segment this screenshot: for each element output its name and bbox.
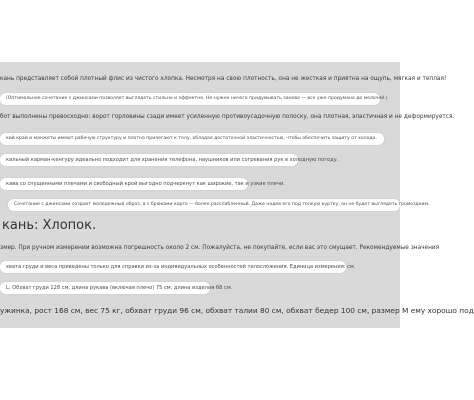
text-line: змер. При ручном измерении возможна погрешность около 2 см. Пожалуйста, не покупайте, если вас это смущает. Рекомендуемые значения <box>0 245 440 251</box>
bottom-band <box>0 303 474 328</box>
section-heading: кань: Хлопок. <box>2 218 97 233</box>
text-line: ужинка, рост 168 см, вес 75 кг, обхват груди 96 см, обхват талии 80 см, обхват бедер 100 см, размер М ему хорошо под <box>0 306 474 315</box>
text-line: кава со спущенными плечами и свободный крой выгодно подчеркнут как широкие, так и узкие плечи. <box>6 181 285 187</box>
text-line: бот выполнены превосходно: ворот горловины сзади имеет усиленную противоусадочную полоску, она плотная, эластичная и не деформируется. <box>0 114 455 120</box>
text-line: кань представляет собой плотный флис из чистого хлопка. Несмотря на свою плотность, она не жесткая и приятна на ощупь, мягкая и теплая! <box>0 76 447 82</box>
text-pill <box>0 261 356 273</box>
text-line: кий край и манжеты имеют рабочую структуру и плотно прилегают к телу, обладая достаточной эластичностью, чтобы обеспечить защиту от холода. <box>6 136 377 141</box>
text-pill <box>0 93 388 105</box>
text-line: (Оптимальное сочетание с джинсами позволяет выглядеть стильно и эффектно. Не нужно ничего придумывать заново — все уже продумано до мелочей.) <box>6 96 388 101</box>
content-panel <box>0 62 455 328</box>
text-pill <box>0 133 384 145</box>
text-pill <box>0 154 339 166</box>
text-pill <box>0 178 285 190</box>
text-pill <box>8 199 430 211</box>
text-pill <box>0 282 233 294</box>
text-line: L: Обхват груди 128 см, длина рукава (включая плечо) 75 см, длина изделия 68 см. <box>6 285 233 291</box>
text-line: хвата груди и веса приведены только для справки из-за индивидуальных особенностей телосложения. Единица измерения: см. <box>6 264 356 270</box>
text-line: Сочетание с джинсами создает молодежный образ, а с брюками карго — более расслабленный. Даже надев его под тонкую куртку, он не будет выглядеть громоздким. <box>14 202 430 207</box>
text-line: кальный карман-кенгуру идеально подходит для хранения телефона, наушников или согревания рук в холодную погоду. <box>6 157 339 163</box>
